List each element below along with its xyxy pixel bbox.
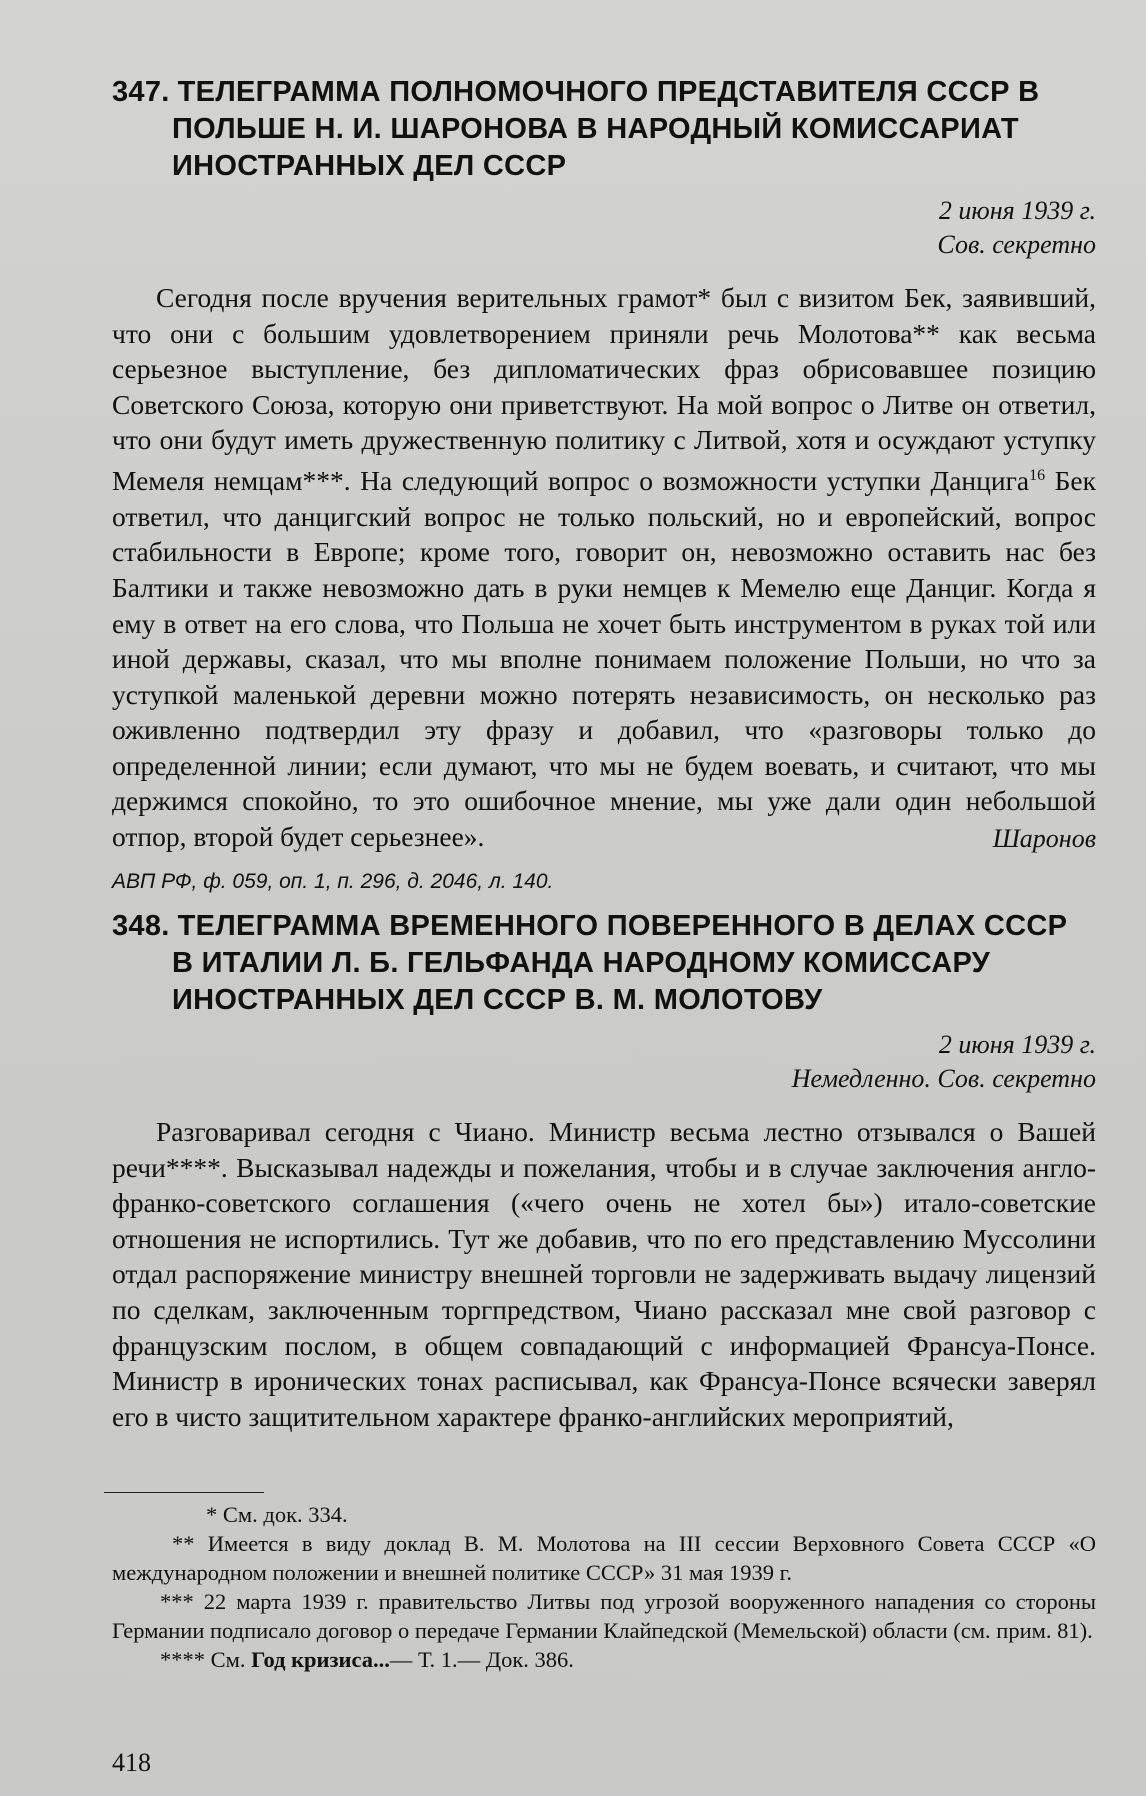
doc-347-archive: АВП РФ, ф. 059, оп. 1, п. 296, д. 2046, л. 140. [112,870,554,893]
footnote-divider [104,1492,264,1493]
doc-347-classification: Сов. секретно [937,230,1096,259]
doc-348-title [112,908,1096,1019]
doc-348-title-line3: ИНОСТРАННЫХ ДЕЛ СССР В. М. МОЛОТОВУ [172,984,823,1016]
footnote-4-prefix: **** См. [160,1647,246,1672]
doc-347-body-cont: Бек ответил, что данцигский вопрос не только польский, но и европейский, вопрос стабильности в Европе; кроме того, говорит он, невозможно оставить нас без Балтики и также невозможно дать в руки немцев к Мемелю еще Данциг. Когда я ему в ответ на его слова, что Польша не хочет быть инструментом в руках той или иной державы, сказал, что мы вполне понимаем положение Польши, но что за уступкой маленькой деревни можно потерять независимость, он несколько раз оживленно подтвердил эту фразу и добавил, что «разговоры только до определенной линии; если думают, что мы не будем воевать, и считают, что мы держимся спокойно, то это ошибочное мнение, мы уже дали один небольшой отпор, второй будет серьезнее». [112,465,1097,853]
doc-347-date: 2 июня 1939 г. [938,196,1096,225]
doc-347 [112,74,1096,185]
doc-348 [112,908,1096,1019]
footnote-3: *** 22 марта 1939 г. правительство Литвы под угрозой вооруженного нападения со стороны Германии подписало договор о передаче Германии Клайпедской (Мемельской) области (см. прим. 81). [112,1589,1096,1643]
footnote-4-suffix: — Т. 1.— Док. 386. [389,1647,574,1672]
doc-348-body-text: Разговаривал сегодня с Чиано. Министр весьма лестно отзывался о Вашей речи****. Высказывал надежды и пожелания, чтобы и в случае заключения англо-франко-советского соглашения («чего очень не хотел бы») итало-советские отношения не испортились. Тут же добавив, что по его представлению Муссолини отдал распоряжение министру внешней торговли не задерживать выдачу лицензий по сделкам, заключенным торгпредством, Чиано рассказал мне свой разговор с французским послом, в общем совпадающий с информацией Франсуа-Понсе. Министр в иронических тонах расписывал, как Франсуа-Понсе всячески заверял его в чисто защитительном характере франко-английских мероприятий, [112,1116,1096,1432]
doc-348-title-line1: ТЕЛЕГРАММА ВРЕМЕННОГО ПОВЕРЕННОГО В ДЕЛАХ СССР [177,910,1068,942]
doc-347-title-line1: ТЕЛЕГРАММА ПОЛНОМОЧНОГО ПРЕДСТАВИТЕЛЯ СССР В [177,76,1040,108]
footnotes [112,1500,1096,1674]
doc-347-archive-block [112,868,1096,896]
doc-347-title [112,74,1096,185]
doc-347-title-line2: ПОЛЬШЕ Н. И. ШАРОНОВА В НАРОДНЫЙ КОМИССАРИАТ [172,113,1019,145]
doc-348-body [112,1114,1096,1434]
doc-347-signature-block [112,822,1096,856]
footnote-4-title: Год кризиса... [251,1647,390,1672]
doc-347-body-text: Сегодня после вручения верительных грамот* был с визитом Бек, заявивший, что они с большим удовлетворением приняли речь Молотова** как весьма серьезное выступление, без дипломатических фраз обрисовавшее позицию Советского Союза, которую они приветствуют. На мой вопрос о Литве он ответил, что они будут иметь дружественную политику с Литвой, хотя и осуждают уступку Мемеля немцам***. На следующий вопрос о возможности уступки Данцига [112,282,1096,497]
doc-347-body [112,280,1096,855]
doc-347-dateline [112,194,1096,262]
footnote-4 [112,1645,1096,1674]
page-number: 418 [112,1748,151,1777]
doc-347-number: 347. [112,76,170,108]
doc-347-title-line3: ИНОСТРАННЫХ ДЕЛ СССР [172,150,567,182]
doc-347-signature: Шаронов [992,824,1096,853]
doc-348-title-line2: В ИТАЛИИ Л. Б. ГЕЛЬФАНДА НАРОДНОМУ КОМИССАРУ [172,947,991,979]
doc-348-number: 348. [112,910,170,942]
doc-348-dateline [112,1028,1096,1096]
doc-347-note-ref: 16 [1029,466,1046,484]
doc-348-date: 2 июня 1939 г. [938,1030,1096,1059]
footnote-1: * См. док. 334. [206,1502,348,1527]
footnote-2: ** Имеется в виду доклад В. М. Молотова на III сессии Верховного Совета СССР «О международном положении и внешней политике СССР» 31 мая 1939 г. [112,1531,1096,1585]
doc-348-classification: Немедленно. Сов. секретно [791,1064,1096,1093]
